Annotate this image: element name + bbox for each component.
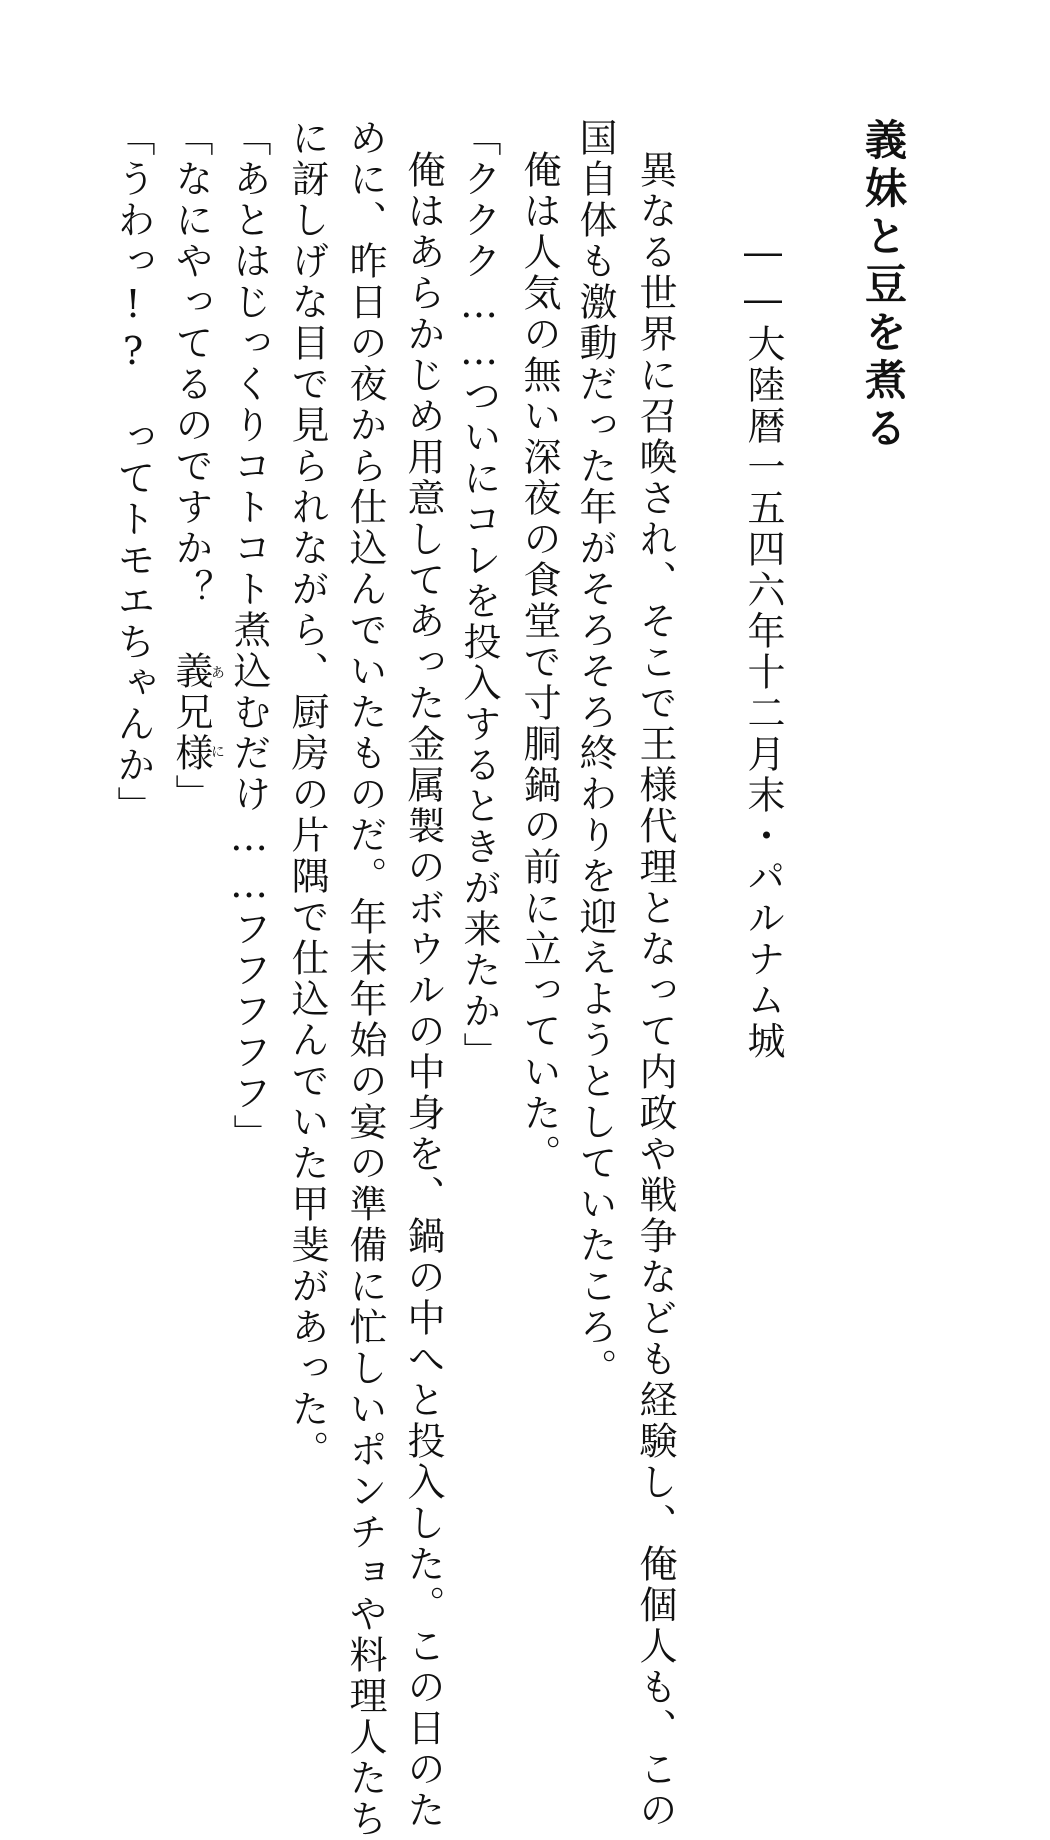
ruby-base: 義兄様 <box>169 651 213 774</box>
ruby-word <box>169 651 225 774</box>
closing-bracket: 」 <box>169 774 213 815</box>
paragraph-line: めに、昨日の夜から仕込んでいたものだ。年末年始の宴の準備に忙しいポンチョや料理人たち <box>343 118 387 1840</box>
dialogue-line: 「あとはじっくりコトコト煮込むだけ……フフフフフ」 <box>227 118 271 1155</box>
chapter-title: 義妹と豆を煮る <box>859 118 908 454</box>
chapter-subtitle: ――大陸暦一五四六年十二月末・パルナム城 <box>741 230 785 1062</box>
dialogue-line: 「ククク……ついにコレを投入するときが来たか」 <box>457 118 501 1073</box>
dialogue-line <box>169 118 225 815</box>
paragraph-line: 俺は人気の無い深夜の食堂で寸胴鍋の前に立っていた。 <box>517 150 561 1175</box>
paragraph-line: 俺はあらかじめ用意してあった金属製のボウルの中身を、鍋の中へと投入した。この日のた <box>401 150 445 1831</box>
dialogue-line: 「うわっ!? ってトモエちゃんか」 <box>111 118 155 827</box>
paragraph-line: 国自体も激動だった年がそろそろ終わりを迎えようとしていたころ。 <box>573 118 617 1389</box>
paragraph-line: 異なる世界に召喚され、そこで王様代理となって内政や戦争なども経験し、俺個人も、この <box>633 150 677 1831</box>
ruby-reading: あに <box>209 651 225 774</box>
dialogue-text: 「なにやってるのですか？ <box>169 118 213 610</box>
paragraph-line: に訝しげな目で見られながら、厨房の片隅で仕込んでいた甲斐があった。 <box>285 118 329 1471</box>
